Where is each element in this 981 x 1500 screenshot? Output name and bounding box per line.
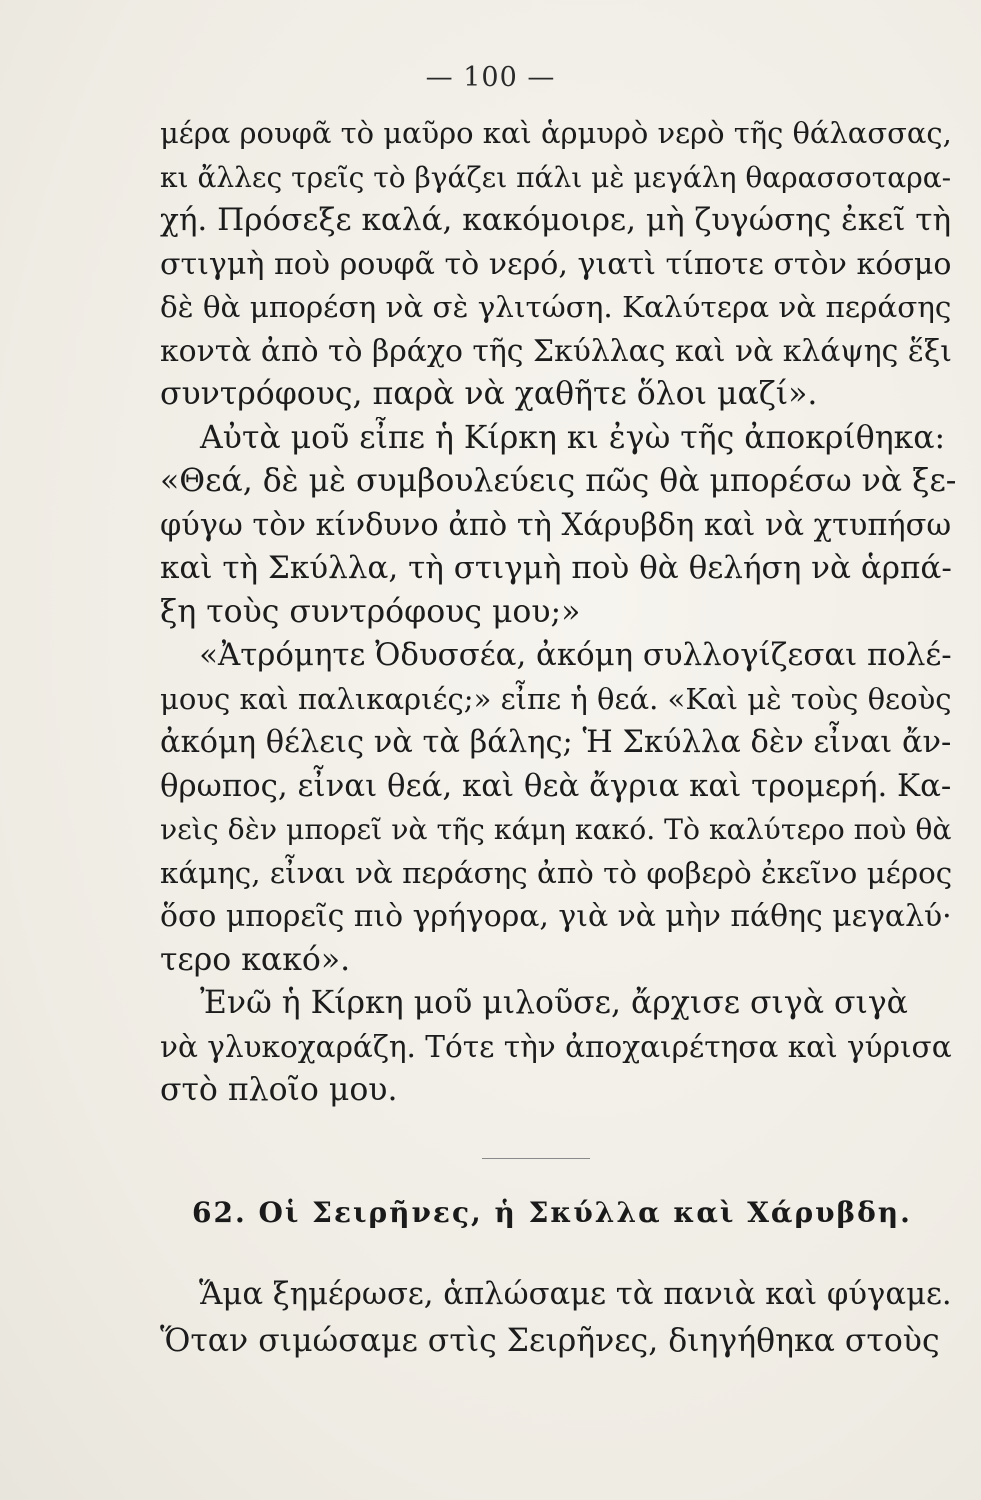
text-line: ξη τοὺς συντρόφους μου;» [160,593,581,630]
text-line: φύγω τὸν κίνδυνο ἀπὸ τὴ Χάρυβδη καὶ νὰ χτυπήσω [160,507,952,543]
text-line: κοντὰ ἀπὸ τὸ βράχο τῆς Σκύλλας καὶ νὰ κλάψης ἕξι [160,333,952,369]
text-line: συντρόφους, παρὰ νὰ χαθῆτε ὅλοι μαζί». [160,376,818,412]
section-text [160,1272,960,1364]
text-line: Ὅταν σιμώσαμε στὶς Σειρῆνες, διηγήθηκα στοὺς [160,1323,940,1359]
text-line: νεὶς δὲν μπορεῖ νὰ τῆς κάμη κακό. Τὸ καλύτερο ποὺ θὰ [160,813,952,846]
text-line: νὰ γλυκοχαράζη. Τότε τὴν ἀποχαιρέτησα καὶ γύρισα [160,1029,952,1064]
page-number: — 100 — [425,62,556,93]
text-line: Ἐνῶ ἡ Κίρκη μοῦ μιλοῦσε, ἄρχισε σιγὰ σιγὰ [160,985,908,1021]
text-line: «Θεά, δὲ μὲ συμβουλεύεις πῶς θὰ μπορέσω νὰ ξε- [160,463,957,499]
body-text [160,112,960,1113]
text-line: χή. Πρόσεξε καλά, κακόμοιρε, μὴ ζυγώσης ἐκεῖ τὴ [160,202,952,238]
text-line: μέρα ρουφᾶ τὸ μαῦρο καὶ ἁρμυρὸ νερὸ τῆς θάλασσας, [160,116,952,150]
section-divider [482,1158,590,1159]
text-line: καὶ τὴ Σκύλλα, τὴ στιγμὴ ποὺ θὰ θελήση νὰ ἁρπά- [160,550,952,586]
text-line: κι ἄλλες τρεῖς τὸ βγάζει πάλι μὲ μεγάλη θαρασσοταρα- [160,160,952,194]
text-line: ὅσο μπορεῖς πιὸ γρήγορα, γιὰ νὰ μὴν πάθης μεγαλύ· [160,899,952,934]
text-line: κάμης, εἶναι νὰ περάσης ἀπὸ τὸ φοβερὸ ἐκεῖνο μέρος [160,855,953,890]
text-line: μους καὶ παλικαριές;» εἶπε ἡ θεά. «Καὶ μὲ τοὺς θεοὺς [160,681,952,716]
text-line: θρωπος, εἶναι θεά, καὶ θεὰ ἄγρια καὶ τρομερή. Κα- [160,767,952,804]
text-line: «Ἀτρόμητε Ὀδυσσέα, ἀκόμη συλλογίζεσαι πολέ- [160,637,952,673]
text-line: Αὐτὰ μοῦ εἶπε ἡ Κίρκη κι ἐγὼ τῆς ἀποκρίθηκα: [160,419,946,456]
text-line: δὲ θὰ μπορέση νὰ σὲ γλιτώση. Καλύτερα νὰ περάσης [160,290,952,324]
text-line: στὸ πλοῖο μου. [160,1072,398,1108]
text-line: ἀκόμη θέλεις νὰ τὰ βάλης; Ἡ Σκύλλα δὲν εἶναι ἄν- [160,725,952,760]
text-line: στιγμὴ ποὺ ρουφᾶ τὸ νερό, γιατὶ τίποτε στὸν κόσμο [160,246,952,282]
text-line: Ἅμα ξημέρωσε, ἁπλώσαμε τὰ πανιὰ καὶ φύγαμε. [160,1277,952,1312]
section-heading: 62. Οἱ Σειρῆνες, ἡ Σκύλλα καὶ Χάρυβδη. [192,1196,912,1229]
text-line: τερο κακό». [160,941,351,978]
